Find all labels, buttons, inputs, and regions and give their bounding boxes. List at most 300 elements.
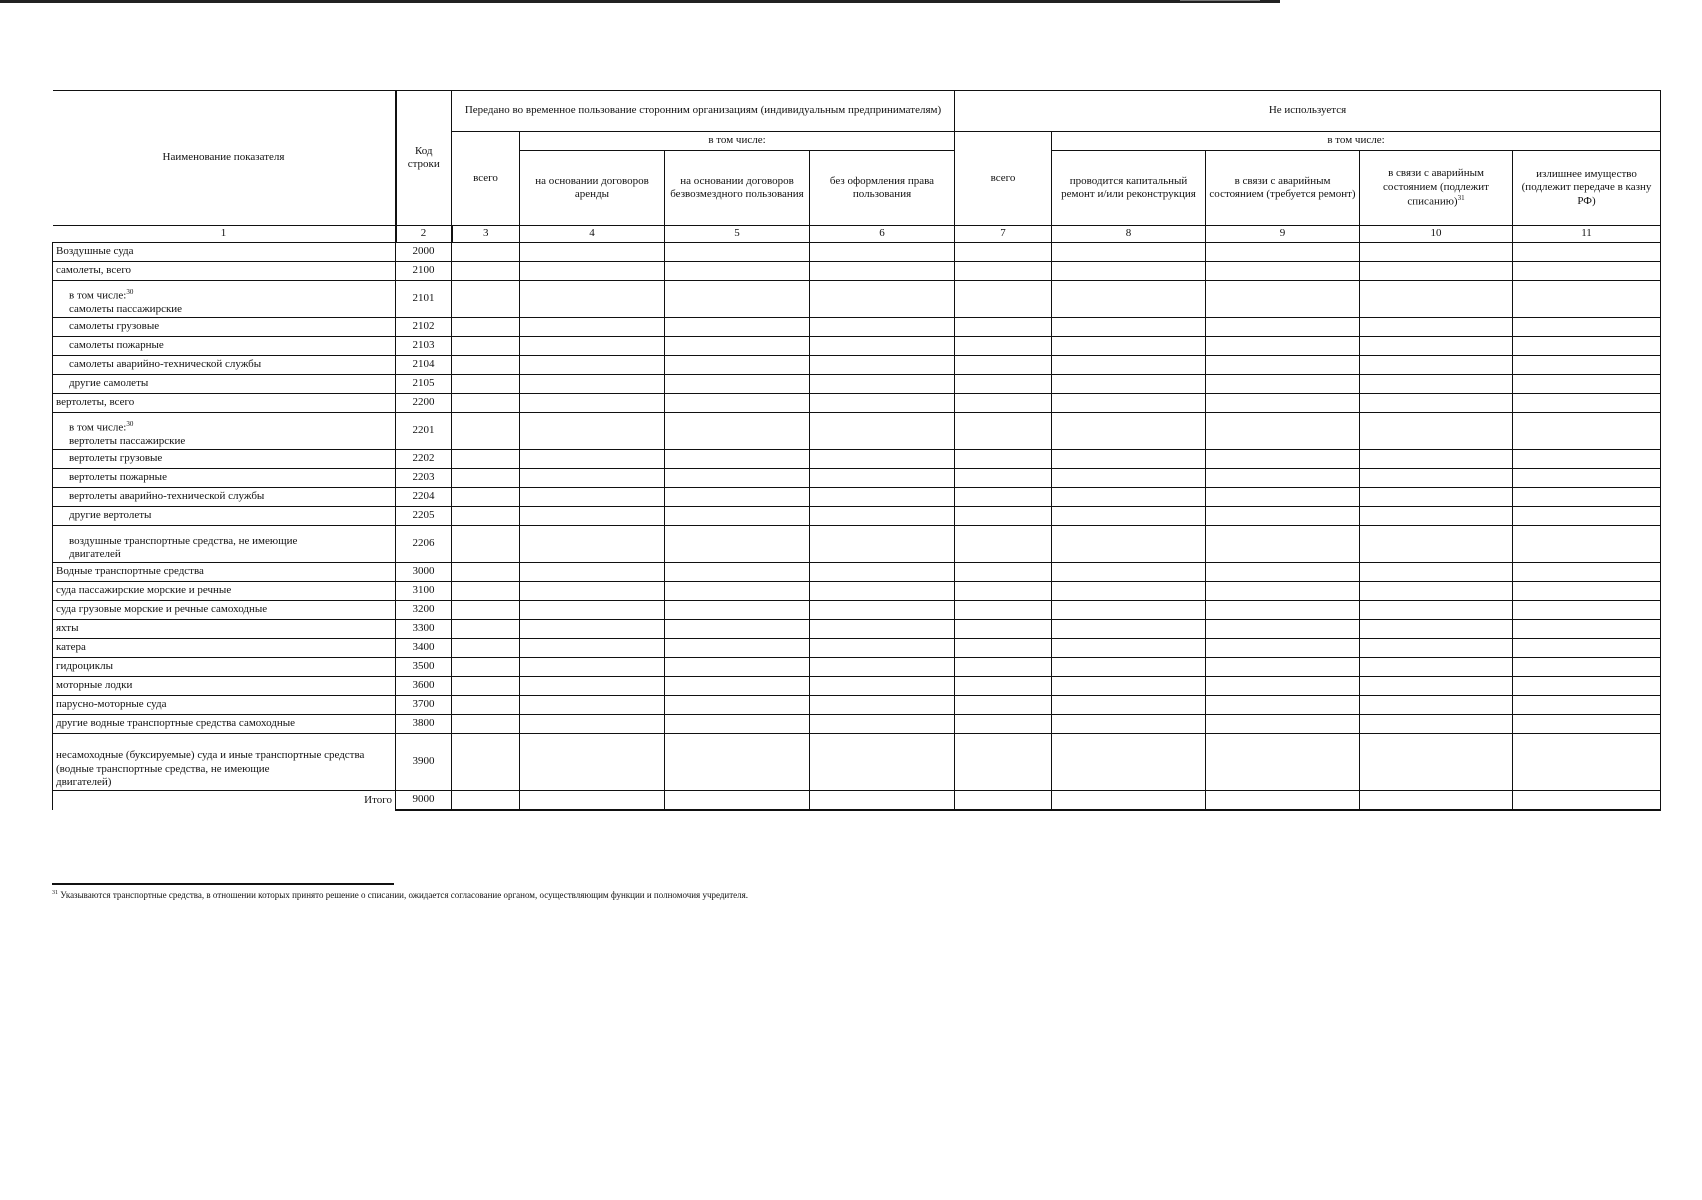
data-cell-col11[interactable] — [1513, 715, 1661, 734]
data-cell-col6[interactable] — [810, 450, 955, 469]
row-name: суда грузовые морские и речные самоходные — [56, 603, 268, 616]
data-cell-col3[interactable] — [452, 375, 520, 394]
data-cell-col4[interactable] — [520, 677, 665, 696]
header-col4-cell — [520, 151, 665, 226]
data-cell-col8[interactable] — [1052, 677, 1206, 696]
data-cell-col5[interactable] — [665, 791, 810, 811]
data-cell-col6[interactable] — [810, 243, 955, 262]
data-cell-col3[interactable] — [452, 450, 520, 469]
data-cell-col8[interactable] — [1052, 450, 1206, 469]
data-cell-col7[interactable] — [955, 337, 1052, 356]
data-cell-col7[interactable] — [955, 696, 1052, 715]
data-cell-col7[interactable] — [955, 450, 1052, 469]
data-cell-col9[interactable] — [1206, 281, 1360, 318]
data-cell-col3[interactable] — [452, 337, 520, 356]
data-cell-col8[interactable] — [1052, 601, 1206, 620]
data-cell-col3[interactable] — [452, 639, 520, 658]
data-cell-col5[interactable] — [665, 262, 810, 281]
data-cell-col10[interactable] — [1360, 791, 1513, 811]
table-row — [53, 413, 1661, 450]
data-cell-col11[interactable] — [1513, 563, 1661, 582]
data-cell-col6[interactable] — [810, 488, 955, 507]
data-cell-col8[interactable] — [1052, 281, 1206, 318]
data-cell-col7[interactable] — [955, 243, 1052, 262]
table-row — [53, 243, 1661, 262]
data-cell-col3[interactable] — [452, 563, 520, 582]
data-cell-col7[interactable] — [955, 715, 1052, 734]
row-name-cell — [53, 413, 396, 450]
data-cell-col6[interactable] — [810, 582, 955, 601]
data-cell-col10[interactable] — [1360, 563, 1513, 582]
data-cell-col10[interactable] — [1360, 696, 1513, 715]
row-name-cell — [53, 318, 396, 337]
header-col9: в связи с аварийным состоянием (требуется ремонт) — [1209, 174, 1356, 200]
data-cell-col5[interactable] — [665, 620, 810, 639]
data-cell-col6[interactable] — [810, 394, 955, 413]
data-cell-col5[interactable] — [665, 394, 810, 413]
row-name: двигателей) — [56, 775, 112, 788]
data-cell-col4[interactable] — [520, 488, 665, 507]
data-cell-col10[interactable] — [1360, 507, 1513, 526]
data-cell-col6[interactable] — [810, 526, 955, 563]
data-cell-col4[interactable] — [520, 507, 665, 526]
data-cell-col8[interactable] — [1052, 375, 1206, 394]
data-cell-col5[interactable] — [665, 563, 810, 582]
data-cell-col4[interactable] — [520, 620, 665, 639]
data-cell-col10[interactable] — [1360, 734, 1513, 791]
data-cell-col3[interactable] — [452, 356, 520, 375]
data-cell-col10[interactable] — [1360, 394, 1513, 413]
data-cell-col4[interactable] — [520, 262, 665, 281]
data-cell-col8[interactable] — [1052, 318, 1206, 337]
data-cell-col8[interactable] — [1052, 791, 1206, 811]
data-cell-col10[interactable] — [1360, 469, 1513, 488]
table-row — [53, 375, 1661, 394]
data-cell-col9[interactable] — [1206, 734, 1360, 791]
row-code: 2000 — [396, 243, 452, 262]
data-cell-col11[interactable] — [1513, 262, 1661, 281]
data-cell-col9[interactable] — [1206, 356, 1360, 375]
data-cell-col4[interactable] — [520, 715, 665, 734]
data-cell-col8[interactable] — [1052, 488, 1206, 507]
data-cell-col7[interactable] — [955, 734, 1052, 791]
column-number: 1 — [53, 226, 396, 243]
data-cell-col6[interactable] — [810, 791, 955, 811]
data-cell-col11[interactable] — [1513, 791, 1661, 811]
data-cell-col5[interactable] — [665, 243, 810, 262]
data-cell-col7[interactable] — [955, 507, 1052, 526]
data-cell-col4[interactable] — [520, 639, 665, 658]
data-cell-col6[interactable] — [810, 318, 955, 337]
data-cell-col8[interactable] — [1052, 582, 1206, 601]
data-cell-col3[interactable] — [452, 488, 520, 507]
row-name: самолеты грузовые — [69, 320, 160, 333]
data-cell-col9[interactable] — [1206, 375, 1360, 394]
row-code: 3300 — [396, 620, 452, 639]
data-cell-col3[interactable] — [452, 394, 520, 413]
data-cell-col3[interactable] — [452, 413, 520, 450]
data-cell-col11[interactable] — [1513, 394, 1661, 413]
data-cell-col10[interactable] — [1360, 413, 1513, 450]
footnote-sup: 31 — [52, 890, 58, 896]
data-cell-col10[interactable] — [1360, 318, 1513, 337]
header-not-used-sub — [1052, 132, 1661, 151]
data-cell-col6[interactable] — [810, 658, 955, 677]
data-cell-col7[interactable] — [955, 469, 1052, 488]
data-cell-col8[interactable] — [1052, 356, 1206, 375]
data-cell-col11[interactable] — [1513, 526, 1661, 563]
data-cell-col9[interactable] — [1206, 696, 1360, 715]
row-code: 2200 — [396, 394, 452, 413]
data-cell-col10[interactable] — [1360, 356, 1513, 375]
data-cell-col5[interactable] — [665, 356, 810, 375]
data-cell-col9[interactable] — [1206, 639, 1360, 658]
row-name-cell — [53, 563, 396, 582]
data-cell-col8[interactable] — [1052, 243, 1206, 262]
data-cell-col10[interactable] — [1360, 281, 1513, 318]
data-cell-col4[interactable] — [520, 394, 665, 413]
data-cell-col6[interactable] — [810, 469, 955, 488]
data-cell-col10[interactable] — [1360, 262, 1513, 281]
table-row — [53, 507, 1661, 526]
data-cell-col8[interactable] — [1052, 526, 1206, 563]
data-cell-col9[interactable] — [1206, 450, 1360, 469]
data-cell-col6[interactable] — [810, 507, 955, 526]
data-cell-col4[interactable] — [520, 582, 665, 601]
data-cell-col5[interactable] — [665, 488, 810, 507]
table-row — [53, 281, 1661, 318]
row-code: 3800 — [396, 715, 452, 734]
data-cell-col8[interactable] — [1052, 469, 1206, 488]
data-cell-col3[interactable] — [452, 601, 520, 620]
data-cell-col6[interactable] — [810, 356, 955, 375]
data-cell-col7[interactable] — [955, 281, 1052, 318]
data-cell-col9[interactable] — [1206, 262, 1360, 281]
data-cell-col9[interactable] — [1206, 620, 1360, 639]
data-cell-col7[interactable] — [955, 582, 1052, 601]
data-cell-col10[interactable] — [1360, 450, 1513, 469]
data-cell-col3[interactable] — [452, 243, 520, 262]
row-name-cell — [53, 582, 396, 601]
row-name-cell — [53, 715, 396, 734]
header-col7: всего — [990, 171, 1016, 184]
data-cell-col9[interactable] — [1206, 715, 1360, 734]
data-cell-col3[interactable] — [452, 318, 520, 337]
data-cell-col11[interactable] — [1513, 677, 1661, 696]
data-cell-col9[interactable] — [1206, 413, 1360, 450]
data-cell-col8[interactable] — [1052, 620, 1206, 639]
data-cell-col3[interactable] — [452, 791, 520, 811]
row-name-cell — [53, 696, 396, 715]
data-cell-col7[interactable] — [955, 356, 1052, 375]
data-cell-col10[interactable] — [1360, 601, 1513, 620]
data-cell-col6[interactable] — [810, 620, 955, 639]
data-cell-col8[interactable] — [1052, 262, 1206, 281]
data-cell-col5[interactable] — [665, 601, 810, 620]
header-col5: на основании договоров безвозмездного пользования — [670, 174, 804, 200]
data-cell-col7[interactable] — [955, 677, 1052, 696]
data-cell-col8[interactable] — [1052, 734, 1206, 791]
header-code: Код строки — [407, 144, 440, 170]
data-cell-col11[interactable] — [1513, 450, 1661, 469]
data-cell-col7[interactable] — [955, 601, 1052, 620]
data-cell-col3[interactable] — [452, 469, 520, 488]
data-cell-col7[interactable] — [955, 394, 1052, 413]
data-cell-col6[interactable] — [810, 734, 955, 791]
data-cell-col11[interactable] — [1513, 356, 1661, 375]
data-cell-col10[interactable] — [1360, 337, 1513, 356]
data-cell-col7[interactable] — [955, 262, 1052, 281]
data-cell-col11[interactable] — [1513, 658, 1661, 677]
row-code: 3900 — [396, 734, 452, 791]
data-cell-col10[interactable] — [1360, 658, 1513, 677]
row-name-pre: воздушные транспортные средства, не имеющие — [69, 534, 298, 547]
data-cell-col11[interactable] — [1513, 601, 1661, 620]
data-cell-col7[interactable] — [955, 563, 1052, 582]
header-not-used-group — [955, 91, 1661, 132]
row-name-cell — [53, 658, 396, 677]
data-cell-col7[interactable] — [955, 620, 1052, 639]
data-cell-col9[interactable] — [1206, 488, 1360, 507]
header-name-cell — [53, 91, 396, 226]
data-cell-col11[interactable] — [1513, 243, 1661, 262]
header-col6: без оформления права пользования — [829, 174, 935, 200]
data-cell-col10[interactable] — [1360, 620, 1513, 639]
data-cell-col8[interactable] — [1052, 658, 1206, 677]
data-cell-col8[interactable] — [1052, 394, 1206, 413]
data-cell-col3[interactable] — [452, 696, 520, 715]
data-cell-col4[interactable] — [520, 469, 665, 488]
data-cell-col3[interactable] — [452, 658, 520, 677]
data-cell-col6[interactable] — [810, 262, 955, 281]
data-cell-col4[interactable] — [520, 413, 665, 450]
footnote-text: Указываются транспортные средства, в отношении которых принято решение о списании, ожидается согласование органом, осуществляющим функции и полномочия учредителя. — [60, 890, 749, 900]
data-cell-col6[interactable] — [810, 601, 955, 620]
data-cell-col5[interactable] — [665, 658, 810, 677]
data-cell-col7[interactable] — [955, 639, 1052, 658]
data-cell-col4[interactable] — [520, 601, 665, 620]
data-cell-col6[interactable] — [810, 375, 955, 394]
data-cell-col10[interactable] — [1360, 488, 1513, 507]
data-cell-col10[interactable] — [1360, 243, 1513, 262]
data-cell-col8[interactable] — [1052, 337, 1206, 356]
data-cell-col3[interactable] — [452, 715, 520, 734]
row-name-cell — [53, 375, 396, 394]
table-row — [53, 356, 1661, 375]
data-cell-col10[interactable] — [1360, 582, 1513, 601]
data-cell-col11[interactable] — [1513, 582, 1661, 601]
data-cell-col6[interactable] — [810, 563, 955, 582]
row-name-cell — [53, 450, 396, 469]
data-cell-col4[interactable] — [520, 337, 665, 356]
data-cell-col6[interactable] — [810, 337, 955, 356]
data-cell-col3[interactable] — [452, 281, 520, 318]
data-cell-col8[interactable] — [1052, 639, 1206, 658]
data-cell-col9[interactable] — [1206, 563, 1360, 582]
data-cell-col4[interactable] — [520, 791, 665, 811]
data-cell-col6[interactable] — [810, 413, 955, 450]
row-name: моторные лодки — [56, 679, 133, 692]
data-cell-col3[interactable] — [452, 507, 520, 526]
data-cell-col4[interactable] — [520, 318, 665, 337]
data-cell-col11[interactable] — [1513, 620, 1661, 639]
data-cell-col9[interactable] — [1206, 394, 1360, 413]
row-name: Водные транспортные средства — [56, 565, 204, 578]
form-table-wrapper — [52, 90, 1661, 811]
data-cell-col7[interactable] — [955, 318, 1052, 337]
data-cell-col3[interactable] — [452, 582, 520, 601]
header-name: Наименование показателя — [162, 151, 285, 164]
data-cell-col11[interactable] — [1513, 375, 1661, 394]
data-cell-col11[interactable] — [1513, 318, 1661, 337]
header-col10-sup: 31 — [1457, 193, 1465, 202]
data-cell-col11[interactable] — [1513, 413, 1661, 450]
data-cell-col4[interactable] — [520, 526, 665, 563]
top-border-line-faint — [1180, 0, 1260, 1]
data-cell-col10[interactable] — [1360, 715, 1513, 734]
data-cell-col10[interactable] — [1360, 639, 1513, 658]
data-cell-col5[interactable] — [665, 375, 810, 394]
data-cell-col4[interactable] — [520, 243, 665, 262]
data-cell-col7[interactable] — [955, 413, 1052, 450]
row-name-cell — [53, 677, 396, 696]
data-cell-col9[interactable] — [1206, 658, 1360, 677]
data-cell-col6[interactable] — [810, 715, 955, 734]
header-transferred-sub-label: в том числе: — [708, 134, 766, 147]
header-not-used-label: Не используется — [1268, 104, 1347, 117]
data-cell-col3[interactable] — [452, 677, 520, 696]
data-cell-col4[interactable] — [520, 658, 665, 677]
data-cell-col10[interactable] — [1360, 375, 1513, 394]
data-cell-col11[interactable] — [1513, 488, 1661, 507]
row-name: самолеты пассажирские — [69, 302, 183, 315]
row-code: 2105 — [396, 375, 452, 394]
data-cell-col7[interactable] — [955, 526, 1052, 563]
data-cell-col9[interactable] — [1206, 469, 1360, 488]
data-cell-col9[interactable] — [1206, 337, 1360, 356]
row-code: 3500 — [396, 658, 452, 677]
row-code: 3000 — [396, 563, 452, 582]
data-cell-col7[interactable] — [955, 488, 1052, 507]
data-cell-col5[interactable] — [665, 677, 810, 696]
row-code: 2103 — [396, 337, 452, 356]
data-cell-col4[interactable] — [520, 281, 665, 318]
row-name-pre: несамоходные (буксируемые) суда и иные транспортные средства (водные транспортные средства, не имеющие — [56, 749, 365, 775]
data-cell-col11[interactable] — [1513, 469, 1661, 488]
data-cell-col5[interactable] — [665, 507, 810, 526]
row-name: вертолеты, всего — [56, 396, 135, 409]
data-cell-col3[interactable] — [452, 734, 520, 791]
data-cell-col3[interactable] — [452, 526, 520, 563]
data-cell-col10[interactable] — [1360, 677, 1513, 696]
data-cell-col9[interactable] — [1206, 791, 1360, 811]
data-cell-col3[interactable] — [452, 620, 520, 639]
data-cell-col5[interactable] — [665, 639, 810, 658]
data-cell-col4[interactable] — [520, 734, 665, 791]
data-cell-col9[interactable] — [1206, 582, 1360, 601]
header-col8-cell — [1052, 151, 1206, 226]
table-row — [53, 639, 1661, 658]
data-cell-col5[interactable] — [665, 715, 810, 734]
data-cell-col11[interactable] — [1513, 639, 1661, 658]
data-cell-col11[interactable] — [1513, 281, 1661, 318]
data-cell-col3[interactable] — [452, 262, 520, 281]
data-cell-col4[interactable] — [520, 450, 665, 469]
data-cell-col6[interactable] — [810, 281, 955, 318]
header-col5-cell — [665, 151, 810, 226]
row-name: вертолеты пожарные — [69, 471, 167, 484]
total-label: Итого — [53, 791, 396, 811]
data-cell-col5[interactable] — [665, 582, 810, 601]
data-cell-col8[interactable] — [1052, 715, 1206, 734]
data-cell-col4[interactable] — [520, 696, 665, 715]
data-cell-col11[interactable] — [1513, 734, 1661, 791]
row-name-cell — [53, 488, 396, 507]
data-cell-col5[interactable] — [665, 450, 810, 469]
data-cell-col4[interactable] — [520, 563, 665, 582]
row-name: другие водные транспортные средства самоходные — [56, 717, 296, 730]
data-cell-col5[interactable] — [665, 469, 810, 488]
row-name: самолеты пожарные — [69, 339, 164, 352]
data-cell-col9[interactable] — [1206, 526, 1360, 563]
data-cell-col10[interactable] — [1360, 526, 1513, 563]
table-row — [53, 696, 1661, 715]
data-cell-col9[interactable] — [1206, 601, 1360, 620]
row-name: суда пассажирские морские и речные — [56, 584, 232, 597]
data-cell-col6[interactable] — [810, 639, 955, 658]
data-cell-col9[interactable] — [1206, 507, 1360, 526]
table-row — [53, 601, 1661, 620]
data-cell-col5[interactable] — [665, 318, 810, 337]
data-cell-col5[interactable] — [665, 734, 810, 791]
data-cell-col8[interactable] — [1052, 563, 1206, 582]
header-col3: всего — [473, 171, 498, 184]
data-cell-col8[interactable] — [1052, 413, 1206, 450]
data-cell-col9[interactable] — [1206, 318, 1360, 337]
header-col6-cell — [810, 151, 955, 226]
data-cell-col11[interactable] — [1513, 507, 1661, 526]
data-cell-col7[interactable] — [955, 791, 1052, 811]
data-cell-col5[interactable] — [665, 526, 810, 563]
data-cell-col4[interactable] — [520, 356, 665, 375]
row-name: катера — [56, 641, 86, 654]
data-cell-col5[interactable] — [665, 413, 810, 450]
header-code-cell — [396, 91, 452, 226]
data-cell-col8[interactable] — [1052, 507, 1206, 526]
table-row — [53, 394, 1661, 413]
data-cell-col6[interactable] — [810, 696, 955, 715]
row-code: 2204 — [396, 488, 452, 507]
data-cell-col11[interactable] — [1513, 337, 1661, 356]
data-cell-col7[interactable] — [955, 658, 1052, 677]
data-cell-col5[interactable] — [665, 696, 810, 715]
data-cell-col5[interactable] — [665, 281, 810, 318]
data-cell-col7[interactable] — [955, 375, 1052, 394]
row-name: самолеты аварийно-технической службы — [69, 358, 262, 371]
data-cell-col6[interactable] — [810, 677, 955, 696]
row-code: 3600 — [396, 677, 452, 696]
data-cell-col4[interactable] — [520, 375, 665, 394]
row-name-cell — [53, 262, 396, 281]
table-row — [53, 337, 1661, 356]
row-name-pre: в том числе: — [69, 421, 127, 434]
data-cell-col11[interactable] — [1513, 696, 1661, 715]
data-cell-col5[interactable] — [665, 337, 810, 356]
row-name: яхты — [56, 622, 79, 635]
data-cell-col9[interactable] — [1206, 243, 1360, 262]
data-cell-col9[interactable] — [1206, 677, 1360, 696]
data-cell-col8[interactable] — [1052, 696, 1206, 715]
